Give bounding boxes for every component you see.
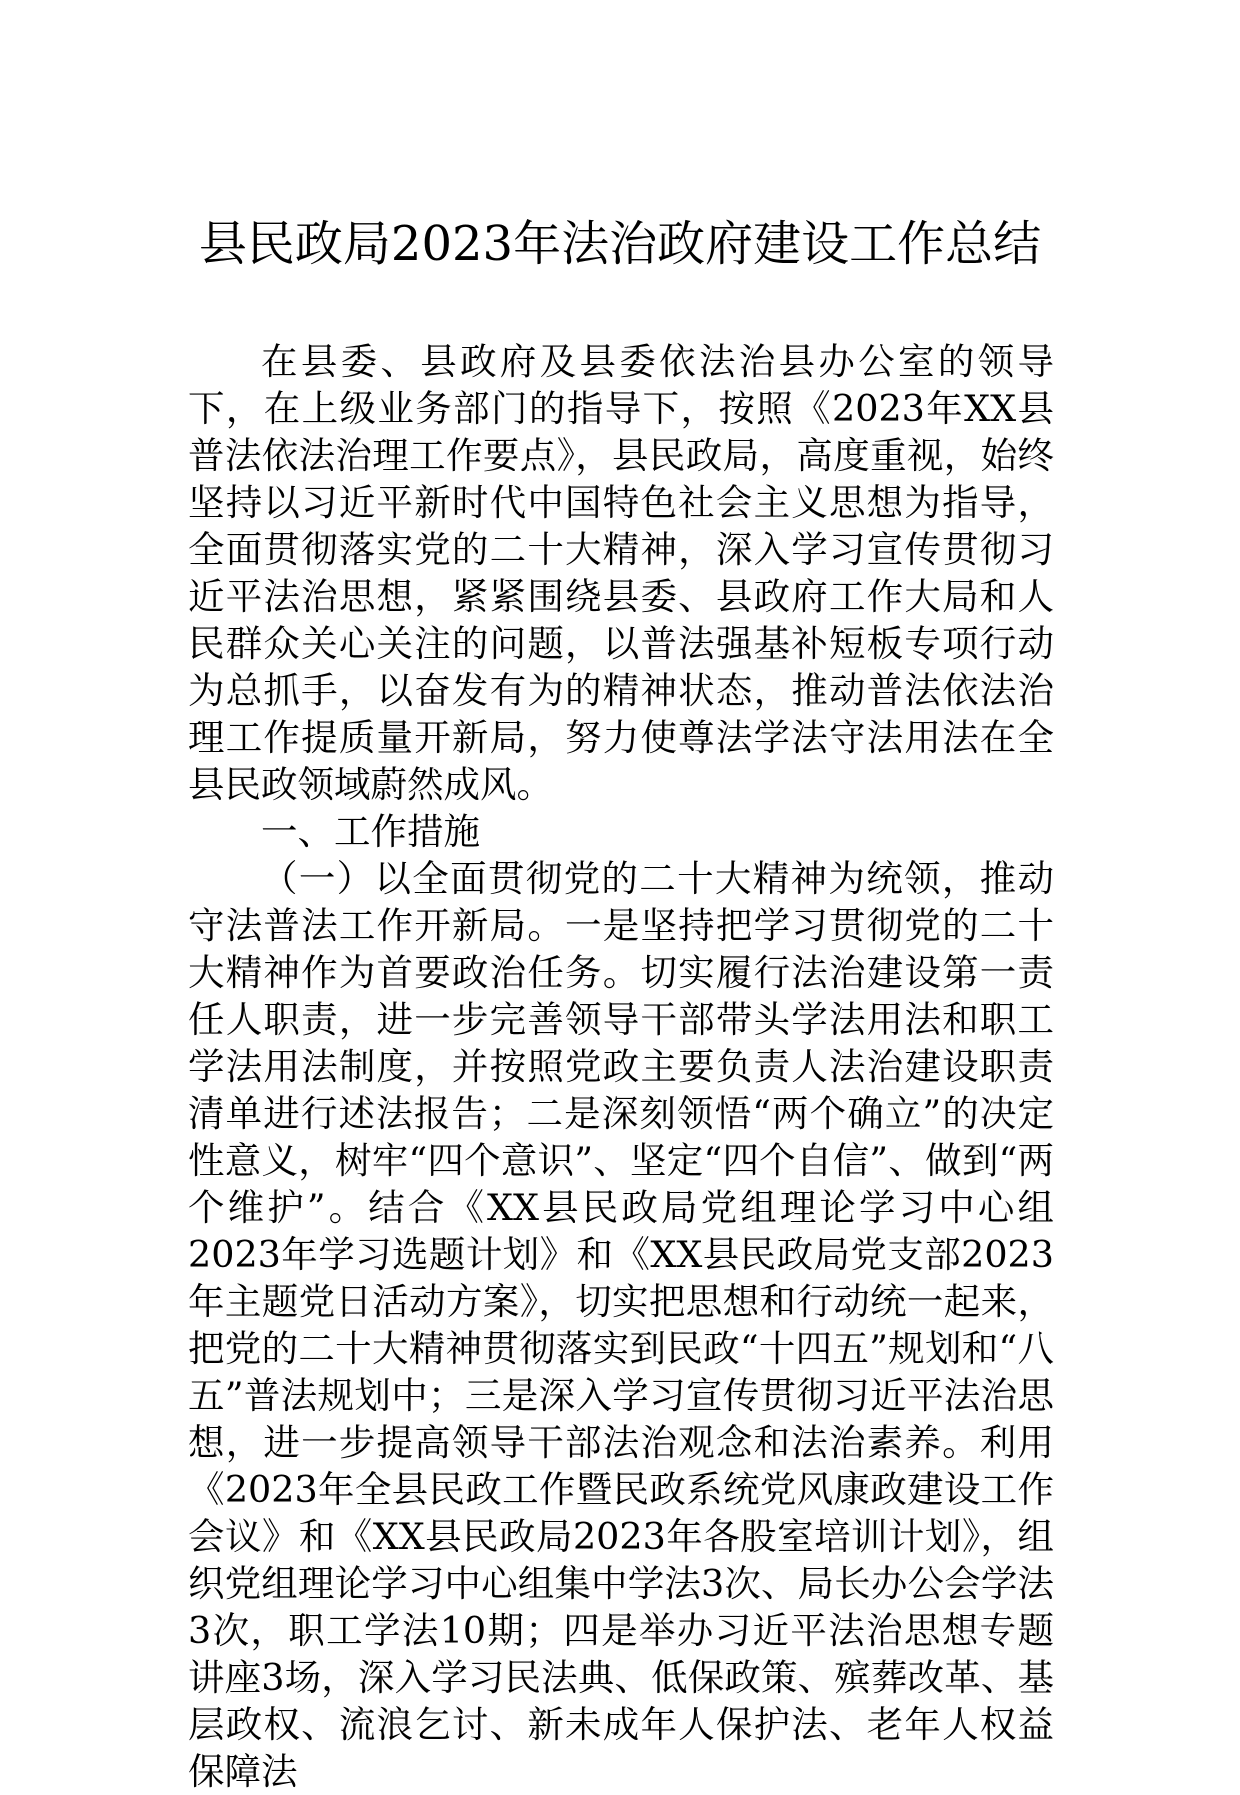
section-heading-work-measures: 一、工作措施 [261, 810, 480, 853]
document-body [188, 338, 1054, 1795]
subsection-paragraph-1: （一）以全面贯彻党的二十大精神为统领，推动守法普法工作开新局。一是坚持把学习贯彻党的二十大精神作为首要政治任务。切实履行法治建设第一责任人职责，进一步完善领导干部带头学法用法和职工学法用法制度，并按照党政主要负责人法治建设职责清单进行述法报告；二是深刻领悟“两个确立”的决定性意义，树牢“四个意识”、坚定“四个自信”、做到“两个维护”。结合《XX县民政局党组理论学习中心组2023年学习选题计划》和《XX县民政局党支部2023年主题党日活动方案》，切实把思想和行动统一起来，把党的二十大精神贯彻落实到民政“十四五”规划和“八五”普法规划中；三是深入学习宣传贯彻习近平法治思想，进一步提高领导干部法治观念和法治素养。利用《2023年全县民政工作暨民政系统党风康政建设工作会议》和《XX县民政局2023年各股室培训计划》，组织党组理论学习中心组集中学法3次、局长办公会学法3次，职工学法10期；四是举办习近平法治思想专题讲座3场，深入学习民法典、低保政策、殡葬改革、基层政权、流浪乞讨、新未成年人保护法、老年人权益保障法 [188, 857, 1054, 1793]
document-title: 县民政局2023年法治政府建设工作总结 [198, 216, 1042, 272]
intro-paragraph: 在县委、县政府及县委依法治县办公室的领导下，在上级业务部门的指导下，按照《2023年XX县普法依法治理工作要点》，县民政局，高度重视，始终坚持以习近平新时代中国特色社会主义思想为指导，全面贯彻落实党的二十大精神，深入学习宣传贯彻习近平法治思想，紧紧围绕县委、县政府工作大局和人民群众关心关注的问题，以普法强基补短板专项行动为总抓手，以奋发有为的精神状态，推动普法依法治理工作提质量开新局，努力使尊法学法守法用法在全县民政领域蔚然成风。 [188, 340, 1054, 806]
